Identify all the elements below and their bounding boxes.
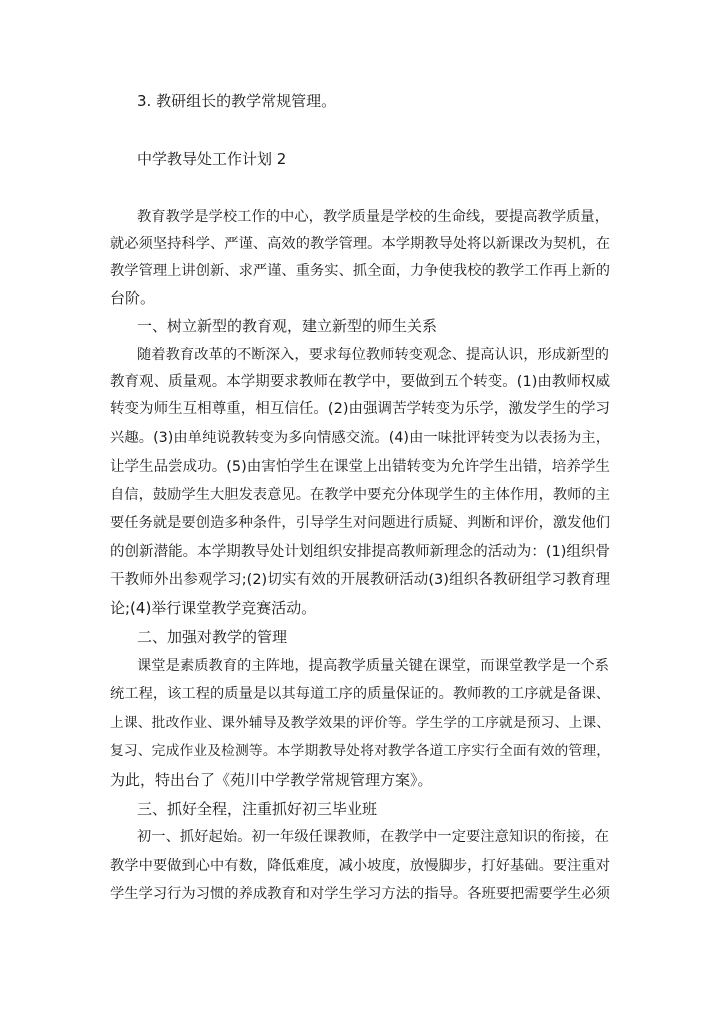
paragraph-line: 论;(4)举行课堂教学竞赛活动。 bbox=[110, 599, 317, 617]
paragraph-line: 转变为师生互相尊重，相互信任。(2)由强调苦学转变为乐学，激发学生的学习 bbox=[110, 401, 610, 417]
paragraph-line: 的创新潜能。本学期教导处计划组织安排提高教师新理念的活动为：(1)组织骨 bbox=[110, 544, 610, 560]
document-title: 中学教导处工作计划 2 bbox=[137, 150, 287, 168]
paragraph-line: 教学中要做到心中有数，降低难度，减小坡度，放慢脚步，打好基础。要注重对 bbox=[110, 858, 610, 874]
paragraph-line: 教育观、质量观。本学期要求教师在教学中，要做到五个转变。(1)由教师权威 bbox=[110, 374, 610, 390]
paragraph-line: 就必须坚持科学、严谨、高效的教学管理。本学期教导处将以新课改为契机，在 bbox=[110, 236, 610, 252]
paragraph-line: 干教师外出参观学习;(2)切实有效的开展教研活动(3)组织各教研组学习教育理 bbox=[110, 572, 610, 588]
paragraph-line: 复习、完成作业及检测等。本学期教导处将对教学各道工序实行全面有效的管理， bbox=[110, 743, 610, 759]
paragraph-line: 上课、批改作业、课外辅导及教学效果的评价等。学生学的工序就是预习、上课、 bbox=[110, 715, 610, 731]
paragraph-line: 随着教育改革的不断深入，要求每位教师转变观念、提高认识，形成新型的 bbox=[137, 347, 609, 363]
section-heading: 三、抓好全程，注重抓好初三毕业班 bbox=[137, 800, 378, 818]
paragraph-line: 让学生品尝成功。(5)由害怕学生在课堂上出错转变为允许学生出错，培养学生 bbox=[110, 459, 610, 475]
paragraph-line: 为此，特出台了《苑川中学教学常规管理方案》。 bbox=[110, 771, 433, 789]
paragraph-line: 台阶。 bbox=[110, 289, 156, 307]
paragraph-line: 教育教学是学校工作的中心，教学质量是学校的生命线，要提高教学质量， bbox=[137, 209, 609, 225]
paragraph-line: 统工程，该工程的质量是以其每道工序的质量保证的。教师教的工序就是备课、 bbox=[110, 686, 610, 702]
paragraph-line: 要任务就是要创造多种条件，引导学生对问题进行质疑、判断和评价，激发他们 bbox=[110, 515, 610, 531]
paragraph-line: 课堂是素质教育的主阵地，提高教学质量关键在课堂，而课堂教学是一个系 bbox=[137, 658, 609, 674]
paragraph-line: 自信，鼓励学生大胆发表意见。在教学中要充分体现学生的主体作用，教师的主 bbox=[110, 487, 610, 503]
paragraph-line: 初一、抓好起始。初一年级任课教师，在教学中一定要注意知识的衔接，在 bbox=[137, 829, 609, 845]
section-heading: 二、加强对教学的管理 bbox=[137, 628, 288, 646]
paragraph-line: 教学管理上讲创新、求严谨、重务实、抓全面，力争使我校的教学工作再上新的 bbox=[110, 263, 610, 279]
section-heading: 一、树立新型的教育观，建立新型的师生关系 bbox=[137, 317, 438, 335]
list-item-3: 3. 教研组长的教学常规管理。 bbox=[137, 92, 337, 110]
paragraph-line: 兴趣。(3)由单纯说教转变为多向情感交流。(4)由一味批评转变为以表扬为主， bbox=[110, 430, 610, 446]
paragraph-line: 学生学习行为习惯的养成教育和对学生学习方法的指导。各班要把需要学生必须 bbox=[110, 886, 610, 902]
